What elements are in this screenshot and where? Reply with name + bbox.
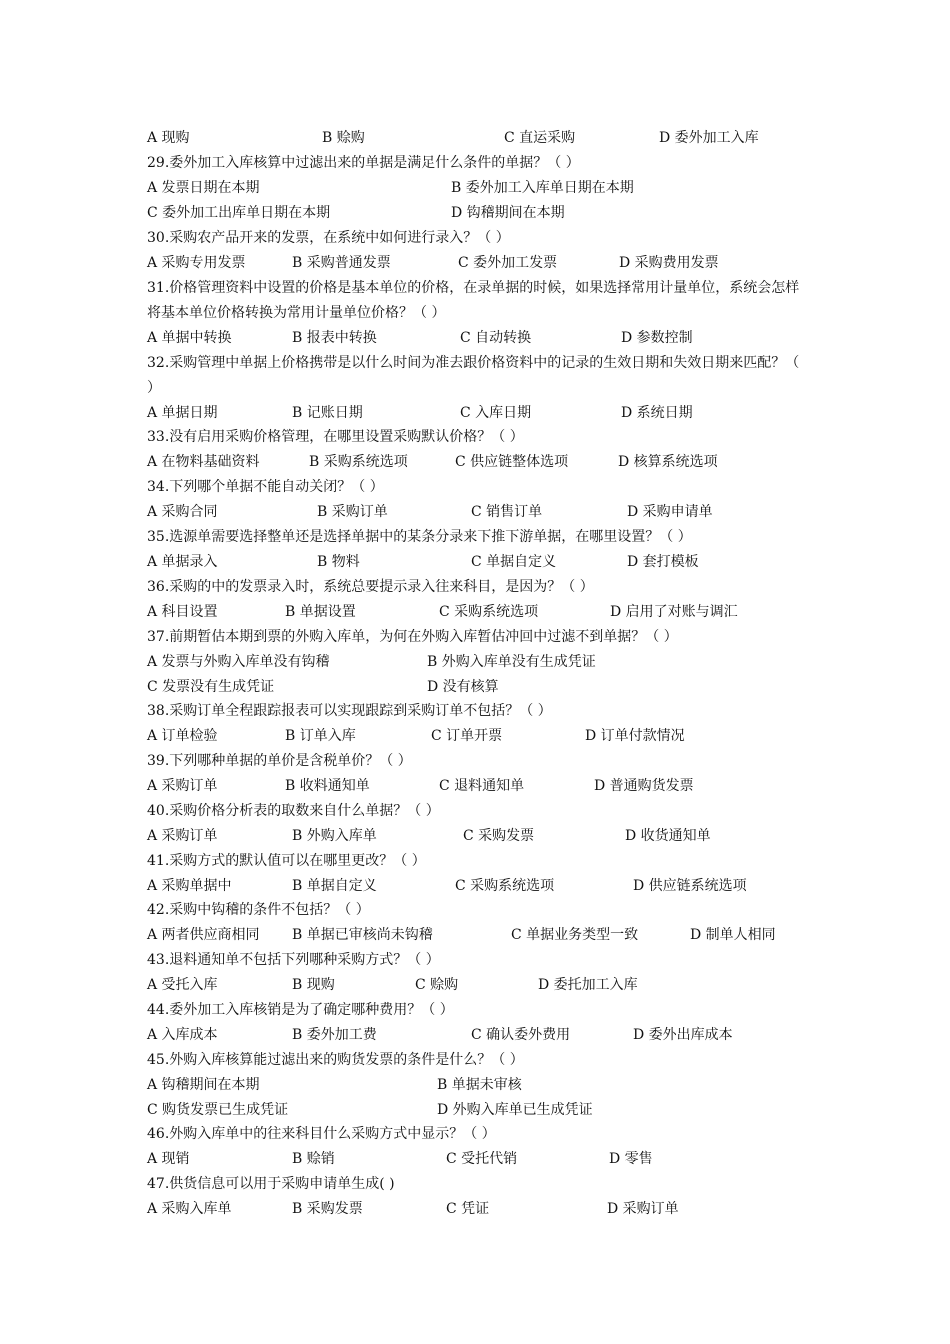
answer-option: B 单据自定义: [292, 878, 377, 894]
question-text: [147, 527, 692, 547]
answer-option: C 订单开票: [431, 728, 503, 744]
question-stem: 44.委外加工入库核销是为了确定哪种费用？（ ）: [147, 1002, 454, 1018]
question-text: [147, 1174, 395, 1194]
answer-option: D 系统日期: [621, 405, 693, 421]
answer-option: C 受托代销: [446, 1151, 518, 1167]
answer-option: D 订单付款情况: [585, 728, 685, 744]
question-text: [147, 751, 412, 771]
answer-option: A 现购: [147, 130, 190, 146]
question-stem: 33.没有启用采购价格管理，在哪里设置采购默认价格？（ ）: [147, 429, 524, 445]
question-text: [147, 950, 440, 970]
question-text: [147, 278, 799, 298]
answer-option: D 启用了对账与调汇: [610, 604, 738, 620]
answer-option: B 订单入库: [285, 728, 356, 744]
answer-option: B 赊销: [292, 1151, 335, 1167]
answer-option: C 赊购: [415, 977, 459, 993]
answer-option: C 发票没有生成凭证: [147, 679, 275, 695]
answer-option: A 发票日期在本期: [147, 180, 260, 196]
answer-option: C 供应链整体选项: [455, 454, 569, 470]
answer-option: B 单据已审核尚未钩稽: [292, 927, 433, 943]
question-stem: 31.价格管理资料中设置的价格是基本单位的价格，在录单据的时候，如果选择常用计量单位，系统会怎样: [147, 280, 800, 296]
answer-option: A 采购入库单: [147, 1201, 232, 1217]
answer-option: D 参数控制: [621, 330, 693, 346]
answer-option: A 现销: [147, 1151, 190, 1167]
answer-option: C 单据业务类型一致: [511, 927, 639, 943]
question-stem: 43.退料通知单不包括下列哪种采购方式？（ ）: [147, 952, 440, 968]
answer-option: B 外购入库单: [292, 828, 377, 844]
answer-option: D 委外加工入库: [659, 130, 759, 146]
answer-option: C 入库日期: [460, 405, 532, 421]
question-stem: 45.外购入库核算能过滤出来的购货发票的条件是什么？（ ）: [147, 1052, 524, 1068]
question-text: [147, 228, 510, 248]
answer-option: C 委外加工出库单日期在本期: [147, 205, 331, 221]
question-text: [147, 701, 552, 721]
question-stem: 34.下列哪个单据不能自动关闭？（ ）: [147, 479, 384, 495]
answer-option: B 委外加工入库单日期在本期: [451, 180, 634, 196]
question-stem: 30.采购农产品开来的发票，在系统中如何进行录入？（ ）: [147, 230, 510, 246]
answer-option: B 采购发票: [292, 1201, 363, 1217]
answer-option: C 购货发票已生成凭证: [147, 1102, 289, 1118]
answer-option: C 采购系统选项: [439, 604, 539, 620]
answer-option: B 记账日期: [292, 405, 363, 421]
answer-option: D 制单人相同: [690, 927, 776, 943]
answer-option: B 现购: [292, 977, 335, 993]
question-stem-continued: 将基本单位价格转换为常用计量单位价格？（ ）: [147, 305, 446, 321]
question-stem: 35.选源单需要选择整单还是选择单据中的某条分录来下推下游单据，在哪里设置？（ ）: [147, 529, 692, 545]
answer-option: B 采购订单: [317, 504, 388, 520]
answer-option: D 委外出库成本: [633, 1027, 733, 1043]
answer-option: A 采购单据中: [147, 878, 232, 894]
answer-option: B 采购普通发票: [292, 255, 391, 271]
question-text-continued: [147, 303, 445, 323]
answer-option: A 采购订单: [147, 778, 218, 794]
answer-option: D 零售: [609, 1151, 653, 1167]
question-stem-continued: ）: [147, 380, 161, 396]
answer-option: C 采购系统选项: [455, 878, 555, 894]
answer-option: B 单据设置: [285, 604, 356, 620]
question-stem: 38.采购订单全程跟踪报表可以实现跟踪到采购订单不包括？（ ）: [147, 703, 552, 719]
question-text: [147, 1124, 496, 1144]
question-text: [147, 353, 799, 373]
question-text: [147, 900, 370, 920]
answer-option: A 入库成本: [147, 1027, 218, 1043]
question-text: [147, 627, 678, 647]
question-text: [147, 427, 524, 447]
answer-option: A 采购专用发票: [147, 255, 246, 271]
answer-option: A 两者供应商相同: [147, 927, 260, 943]
question-text: [147, 577, 594, 597]
answer-option: A 采购订单: [147, 828, 218, 844]
question-text: [147, 851, 426, 871]
answer-option: A 科目设置: [147, 604, 218, 620]
answer-option: D 钩稽期间在本期: [451, 205, 565, 221]
question-text: [147, 801, 440, 821]
answer-option: C 凭证: [446, 1201, 490, 1217]
question-text: [147, 1050, 524, 1070]
answer-option: B 委外加工费: [292, 1027, 377, 1043]
answer-option: A 受托入库: [147, 977, 218, 993]
answer-option: C 单据自定义: [471, 554, 557, 570]
answer-option: B 收料通知单: [285, 778, 370, 794]
answer-option: B 采购系统选项: [309, 454, 408, 470]
answer-option: C 自动转换: [460, 330, 532, 346]
answer-option: D 收货通知单: [625, 828, 711, 844]
answer-option: D 普通购货发票: [594, 778, 694, 794]
answer-option: B 报表中转换: [292, 330, 377, 346]
question-stem: 42.采购中钩稽的条件不包括？（ ）: [147, 902, 370, 918]
question-stem: 32.采购管理中单据上价格携带是以什么时间为准去跟价格资料中的记录的生效日期和失效日期来匹配？（: [147, 355, 800, 371]
answer-option: C 委外加工发票: [458, 255, 558, 271]
answer-option: D 外购入库单已生成凭证: [437, 1102, 593, 1118]
question-stem: 41.采购方式的默认值可以在哪里更改？（ ）: [147, 853, 426, 869]
answer-option: D 采购申请单: [627, 504, 713, 520]
question-stem: 29.委外加工入库核算中过滤出来的单据是满足什么条件的单据？（ ）: [147, 155, 580, 171]
question-stem: 37.前期暂估本期到票的外购入库单，为何在外购入库暂估冲回中过滤不到单据？（ ）: [147, 629, 678, 645]
question-stem: 36.采购的中的发票录入时，系统总要提示录入往来科目，是因为？（ ）: [147, 579, 594, 595]
answer-option: B 外购入库单没有生成凭证: [427, 654, 596, 670]
question-stem: 39.下列哪种单据的单价是含税单价？（ ）: [147, 753, 412, 769]
answer-option: D 采购费用发票: [619, 255, 719, 271]
answer-option: C 确认委外费用: [471, 1027, 571, 1043]
answer-option: A 单据中转换: [147, 330, 232, 346]
answer-option: A 订单检验: [147, 728, 218, 744]
question-stem: 40.采购价格分析表的取数来自什么单据？（ ）: [147, 803, 440, 819]
answer-option: A 单据日期: [147, 405, 218, 421]
answer-option: D 套打模板: [627, 554, 699, 570]
answer-option: A 在物料基础资料: [147, 454, 260, 470]
answer-option: B 物料: [317, 554, 360, 570]
answer-option: D 核算系统选项: [618, 454, 718, 470]
answer-option: B 赊购: [322, 130, 365, 146]
question-text: [147, 153, 580, 173]
question-text-continued: [147, 378, 161, 398]
answer-option: D 没有核算: [427, 679, 499, 695]
question-text: [147, 1000, 454, 1020]
answer-option: C 销售订单: [471, 504, 543, 520]
answer-option: C 采购发票: [463, 828, 535, 844]
answer-option: A 发票与外购入库单没有钩稽: [147, 654, 330, 670]
question-stem: 47.供货信息可以用于采购申请单生成( ): [147, 1176, 395, 1192]
answer-option: D 供应链系统选项: [633, 878, 747, 894]
answer-option: C 直运采购: [504, 130, 576, 146]
question-stem: 46.外购入库单中的往来科目什么采购方式中显示？（ ）: [147, 1126, 496, 1142]
question-text: [147, 477, 384, 497]
answer-option: D 委托加工入库: [538, 977, 638, 993]
answer-option: A 钩稽期间在本期: [147, 1077, 260, 1093]
answer-option: D 采购订单: [607, 1201, 679, 1217]
answer-option: B 单据未审核: [437, 1077, 522, 1093]
answer-option: C 退料通知单: [439, 778, 525, 794]
answer-option: A 单据录入: [147, 554, 218, 570]
answer-option: A 采购合同: [147, 504, 218, 520]
